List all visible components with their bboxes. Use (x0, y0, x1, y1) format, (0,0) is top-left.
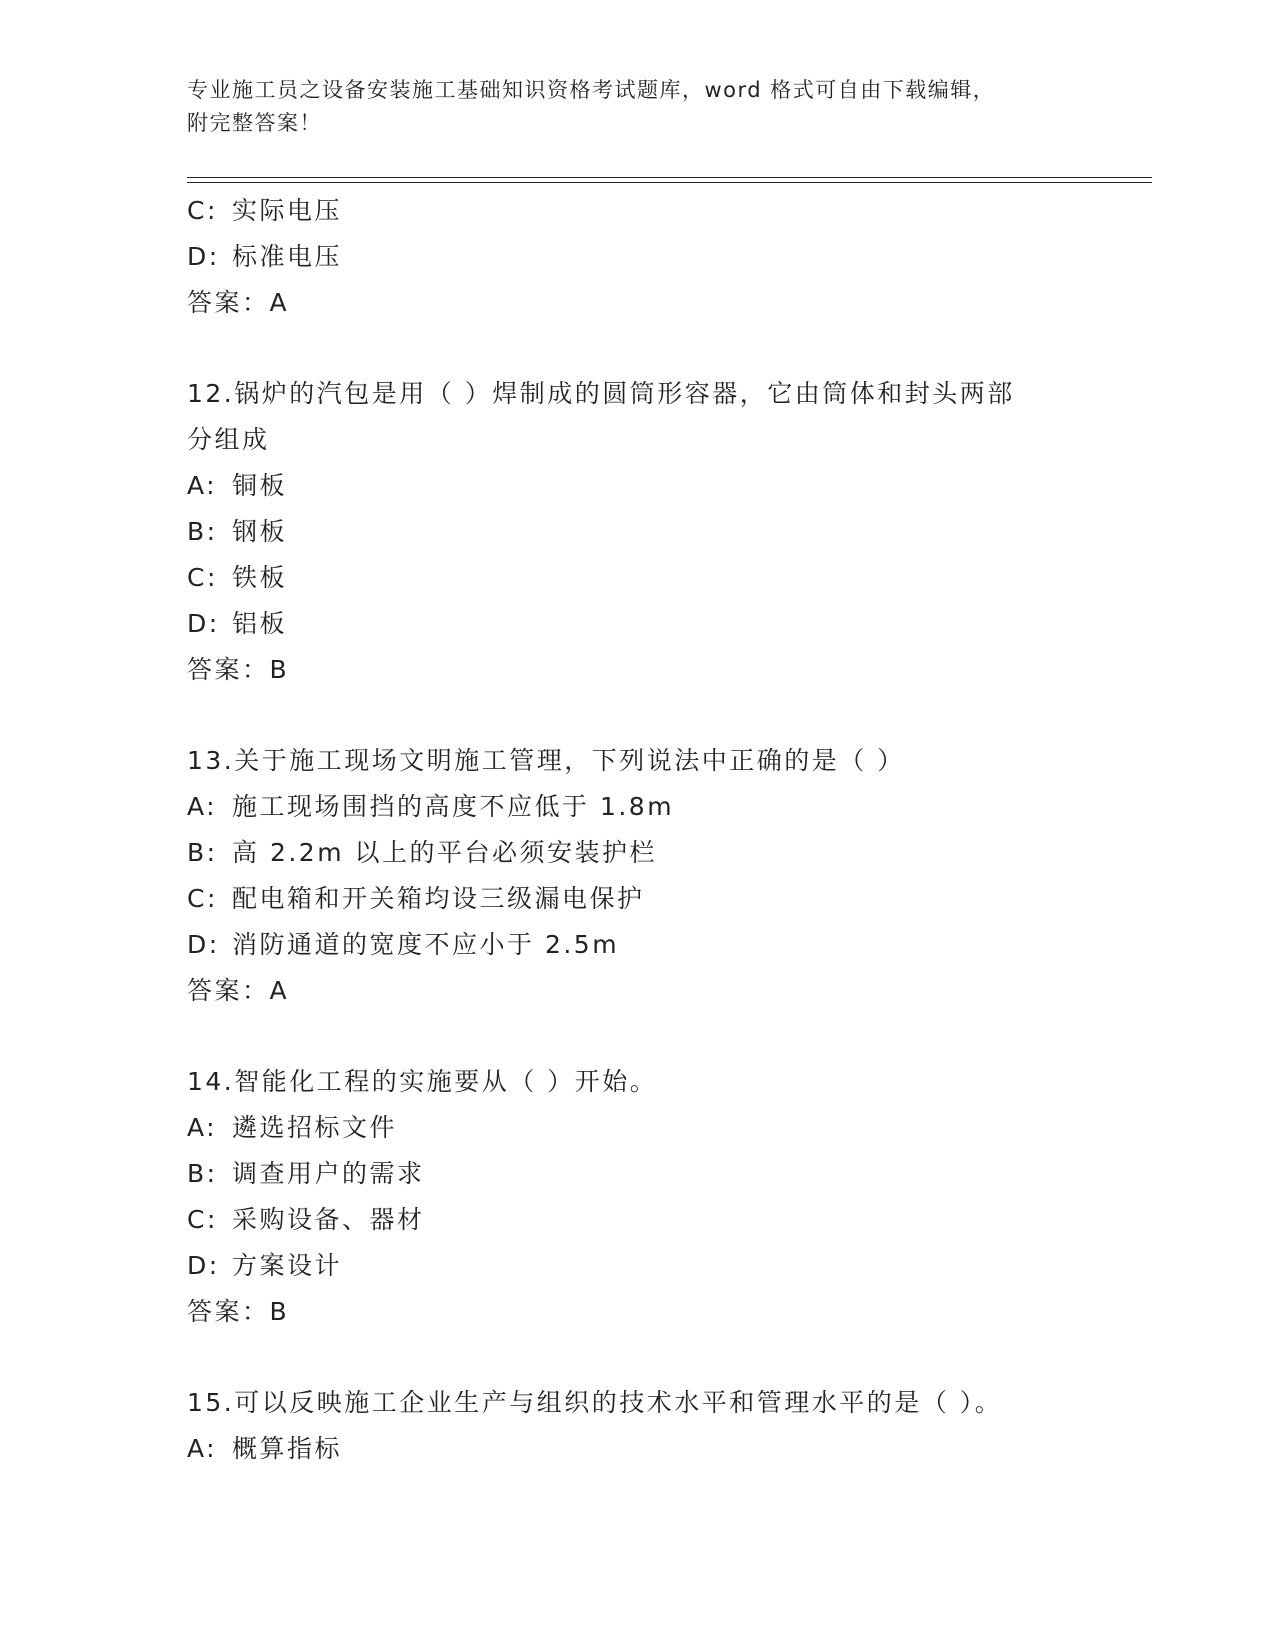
option-text: 钢板 (232, 517, 288, 546)
option-d (187, 1243, 1087, 1289)
option-text: 调查用户的需求 (232, 1159, 425, 1188)
question-12 (187, 371, 1087, 693)
option-c (187, 188, 1087, 234)
option-a (187, 1105, 1087, 1151)
option-c (187, 555, 1087, 601)
option-b (187, 830, 1087, 876)
question-15 (187, 1380, 1087, 1472)
option-label: D: (187, 609, 220, 638)
header-rule-bottom (187, 182, 1152, 183)
option-a (187, 463, 1087, 509)
option-c (187, 1197, 1087, 1243)
option-label: C: (187, 196, 218, 225)
option-text: 遴选招标文件 (232, 1113, 398, 1142)
header-line-1: 专业施工员之设备安装施工基础知识资格考试题库，word 格式可自由下载编辑， (187, 78, 996, 102)
spacer (187, 1014, 1087, 1059)
option-label: D: (187, 242, 220, 271)
question-stem: 14.智能化工程的实施要从（ ）开始。 (187, 1067, 658, 1096)
header-line-2: 附完整答案！ (187, 111, 322, 135)
header-rule-top (187, 177, 1152, 178)
answer-line: 答案：A (187, 976, 290, 1005)
option-label: A: (187, 471, 218, 500)
option-label: A: (187, 1434, 218, 1463)
question-stem: 12.锅炉的汽包是用（ ）焊制成的圆筒形容器，它由筒体和封头两部 (187, 379, 1015, 408)
option-d (187, 234, 1087, 280)
option-text: 采购设备、器材 (232, 1205, 425, 1234)
option-text: 实际电压 (232, 196, 343, 225)
answer-line: 答案：A (187, 288, 290, 317)
question-13 (187, 738, 1087, 1014)
option-label: A: (187, 792, 218, 821)
question-stem: 13.关于施工现场文明施工管理，下列说法中正确的是（ ） (187, 746, 905, 775)
question-list (187, 188, 1087, 1472)
option-text: 施工现场围挡的高度不应低于 1.8m (232, 792, 675, 821)
option-label: C: (187, 1205, 218, 1234)
option-label: C: (187, 563, 218, 592)
option-text: 配电箱和开关箱均设三级漏电保护 (232, 884, 645, 913)
option-d (187, 922, 1087, 968)
option-a (187, 784, 1087, 830)
spacer (187, 693, 1087, 738)
answer-line: 答案：B (187, 1297, 290, 1326)
option-label: B: (187, 517, 218, 546)
option-label: A: (187, 1113, 218, 1142)
document-header (187, 74, 1067, 140)
option-d (187, 601, 1087, 647)
option-label: C: (187, 884, 218, 913)
option-text: 概算指标 (232, 1434, 343, 1463)
question-14 (187, 1059, 1087, 1335)
option-label: B: (187, 1159, 218, 1188)
option-text: 铜板 (232, 471, 288, 500)
question-stem: 15.可以反映施工企业生产与组织的技术水平和管理水平的是（ ）。 (187, 1388, 1003, 1417)
option-b (187, 509, 1087, 555)
option-a (187, 1426, 1087, 1472)
question-11-continued (187, 188, 1087, 326)
option-label: D: (187, 930, 220, 959)
option-label: D: (187, 1251, 220, 1280)
option-label: B: (187, 838, 218, 867)
question-stem-continued: 分组成 (187, 425, 270, 454)
option-text: 方案设计 (232, 1251, 343, 1280)
option-text: 高 2.2m 以上的平台必须安装护栏 (232, 838, 658, 867)
option-c (187, 876, 1087, 922)
option-text: 消防通道的宽度不应小于 2.5m (232, 930, 620, 959)
answer-line: 答案：B (187, 655, 290, 684)
spacer (187, 326, 1087, 371)
option-text: 铁板 (232, 563, 288, 592)
option-text: 标准电压 (232, 242, 343, 271)
spacer (187, 1335, 1087, 1380)
option-text: 铝板 (232, 609, 288, 638)
option-b (187, 1151, 1087, 1197)
